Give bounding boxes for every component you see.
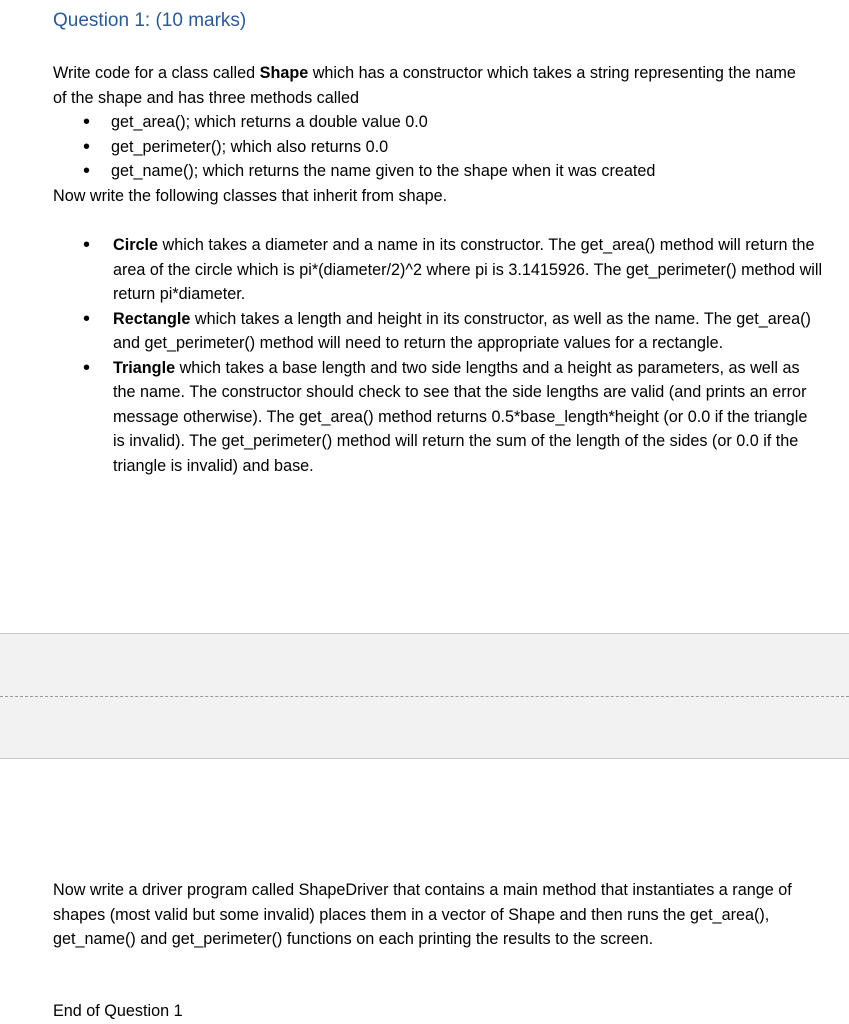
driver-paragraph: Now write a driver program called ShapeDriver that contains a main method that instantiates a range of shapes (most valid but some invalid) places them in a vector of Shape and then runs the get_area(), get_name() and get_perimeter() functions on each printing the results to the screen. <box>53 881 792 948</box>
method-item: • get_perimeter(); which also returns 0.0 <box>53 135 655 160</box>
intro-class-name: Shape <box>259 64 309 82</box>
subclass-item-circle <box>53 233 823 307</box>
subclass-list <box>53 233 823 478</box>
subclass-description: which takes a diameter and a name in its constructor. The get_area() method will return the area of the circle which is pi*(diameter/2)^2 where pi is 3.1415926. The get_perimeter() method will return pi*diameter. <box>113 236 823 303</box>
subclass-item-rectangle <box>53 307 823 356</box>
answer-area[interactable] <box>0 633 849 759</box>
subclass-item-triangle <box>53 356 823 479</box>
question-heading: Question 1: (10 marks) <box>53 10 247 31</box>
intro-paragraph <box>53 61 813 110</box>
subclass-name: Rectangle <box>113 309 191 328</box>
method-item: • get_area(); which returns a double value 0.0 <box>53 110 655 135</box>
subclass-name: Triangle <box>113 358 176 377</box>
end-of-question: End of Question 1 <box>53 1002 183 1020</box>
subclass-description: which takes a length and height in its constructor, as well as the name. The get_area() and get_perimeter() method will need to return the appropriate values for a rectangle. <box>113 309 811 352</box>
intro-text-before: Write code for a class called <box>53 64 260 82</box>
answer-divider <box>0 696 849 697</box>
method-list <box>53 110 655 184</box>
intro-text-after: which has a constructor which takes a string representing the name of the shape and has three methods called <box>53 64 796 107</box>
inherit-intro: Now write the following classes that inherit from shape. <box>53 187 448 205</box>
subclass-description: which takes a base length and two side lengths and a height as parameters, as well as the name. The constructor should check to see that the side lengths are valid (and prints an error message otherwise). The get_area() method returns 0.5*base_length*height (or 0.0 if the triangle is invalid). The get_perimeter() method will return the sum of the length of the sides (or 0.0 if the triangle is invalid) and base. <box>113 358 808 475</box>
method-item: • get_name(); which returns the name given to the shape when it was created <box>53 159 655 184</box>
subclass-name: Circle <box>113 236 158 254</box>
